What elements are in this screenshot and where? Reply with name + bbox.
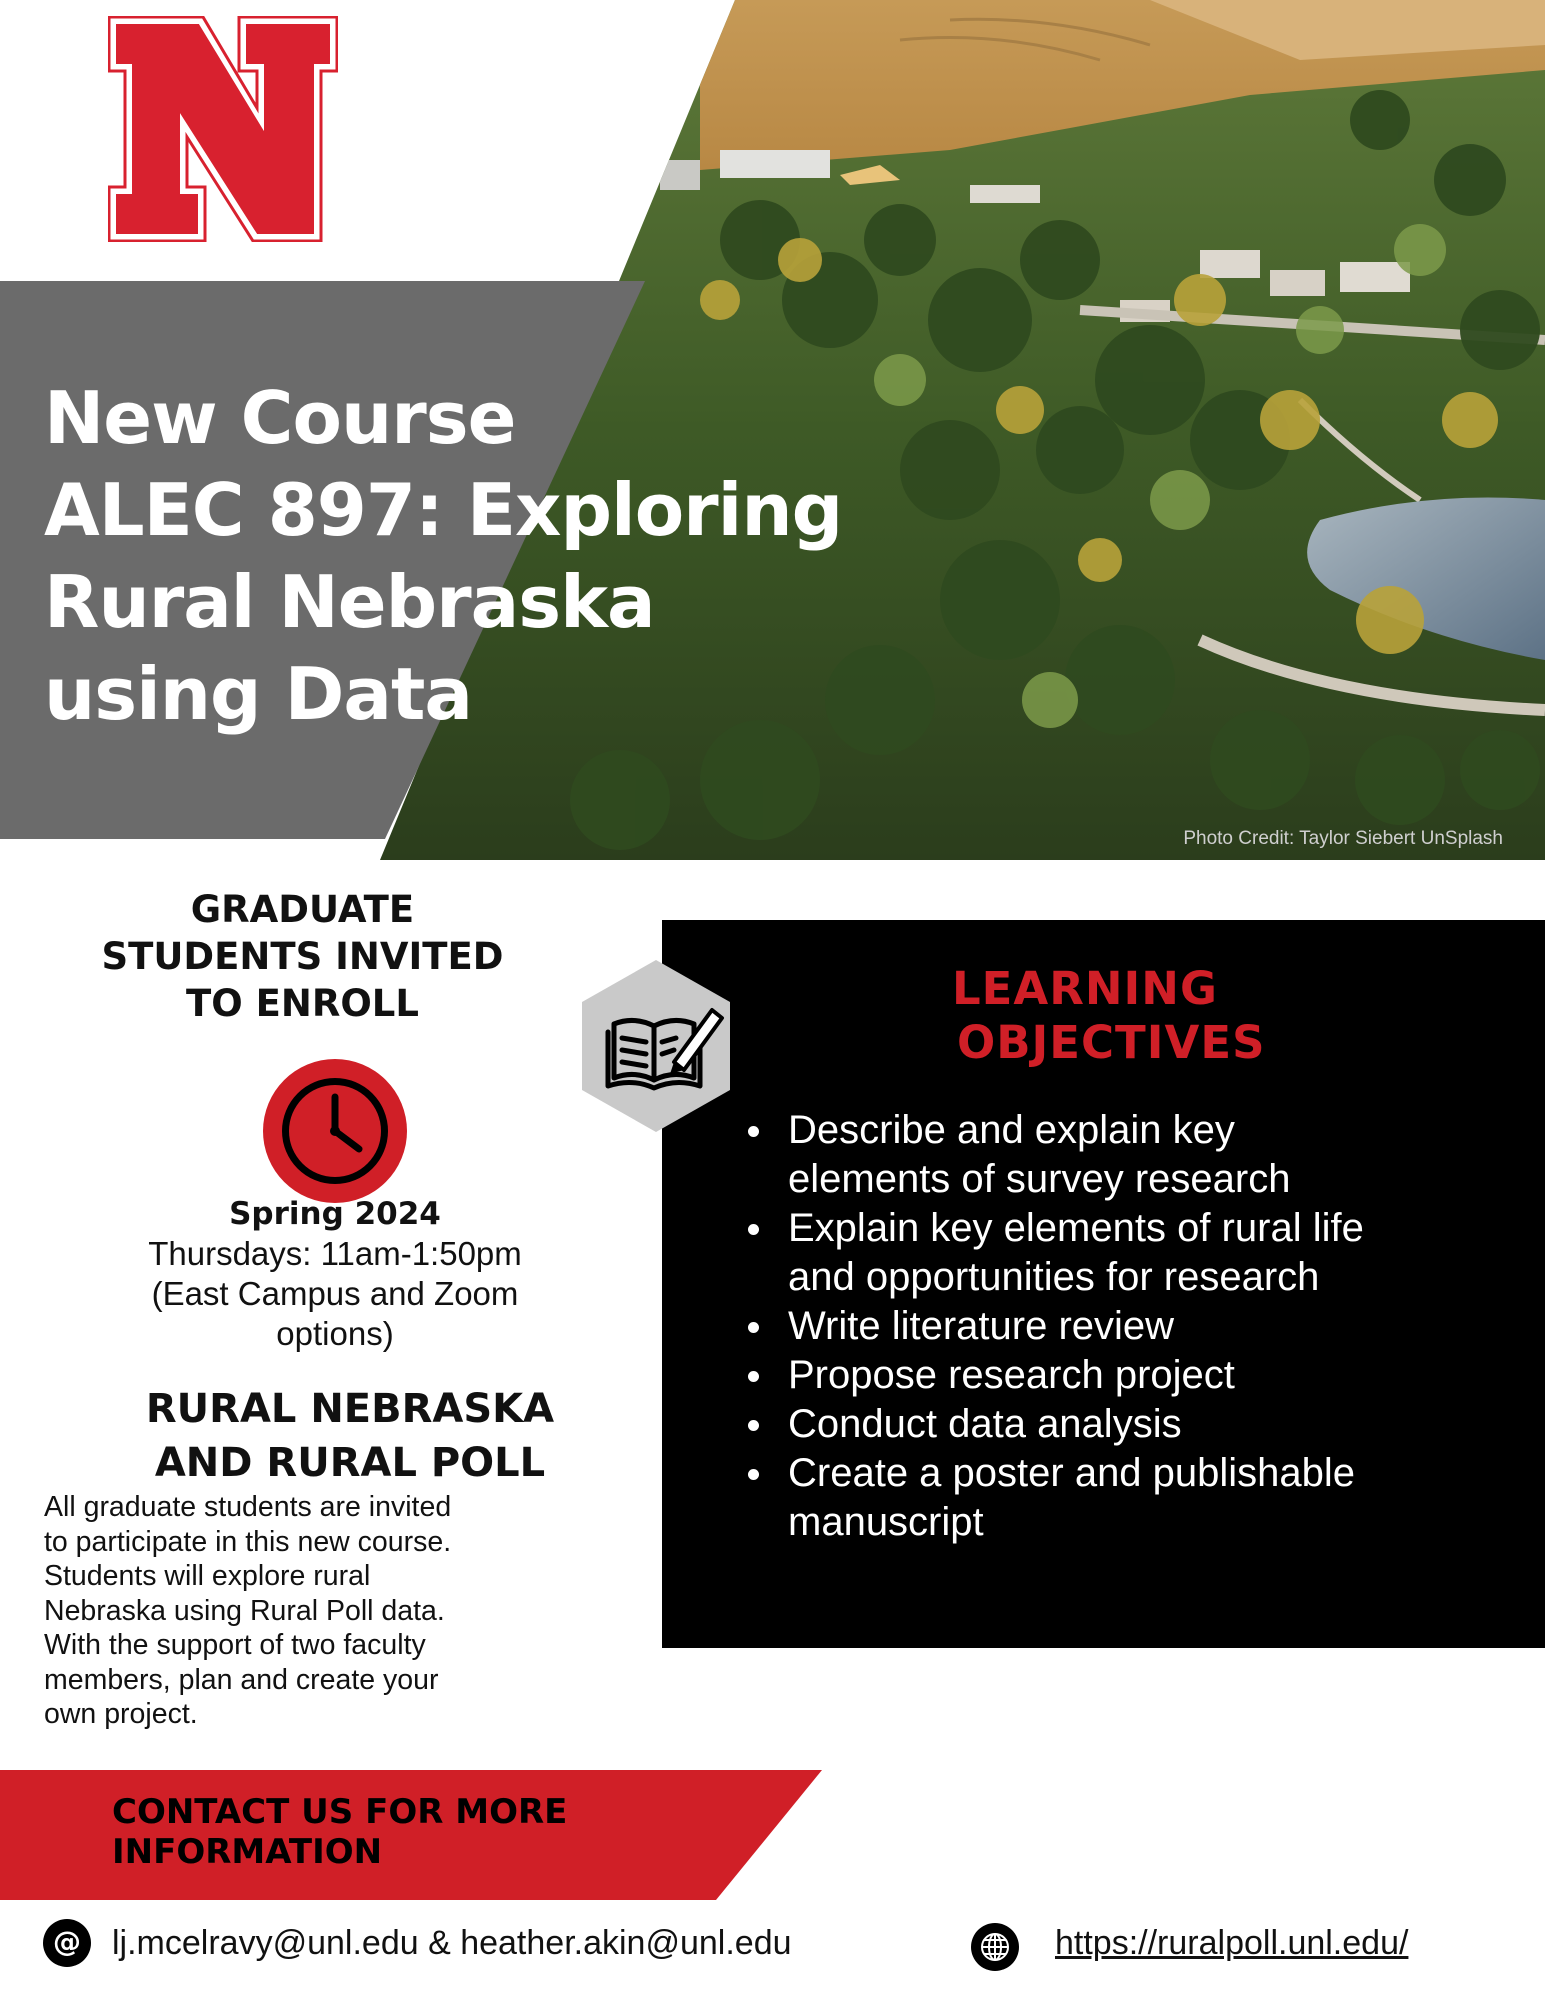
meeting-time: Thursdays: 11am-1:50pm xyxy=(148,1235,522,1272)
headline-line: New Course xyxy=(44,376,516,460)
objective-text: elements of survey research xyxy=(788,1157,1291,1201)
objective-text: Propose research project xyxy=(788,1353,1235,1397)
objective-item xyxy=(740,1449,1520,1547)
rural-poll-heading-line: AND RURAL POLL xyxy=(154,1440,546,1486)
description-line: Nebraska using Rural Poll data. xyxy=(44,1594,445,1627)
objective-text: manuscript xyxy=(788,1500,984,1544)
description-line: own project. xyxy=(44,1698,198,1730)
rural-poll-description xyxy=(44,1490,604,1732)
website-link[interactable]: https://ruralpoll.unl.edu/ xyxy=(1055,1924,1409,1962)
objective-text: Write literature review xyxy=(788,1304,1175,1348)
contact-emails[interactable]: lj.mcelravy@unl.edu & heather.akin@unl.edu xyxy=(112,1924,792,1962)
objective-text: Create a poster and publishable xyxy=(788,1451,1356,1495)
location-line: (East Campus and Zoom xyxy=(151,1275,519,1312)
learning-objectives-heading xyxy=(0,962,1545,1070)
contact-heading xyxy=(112,1792,752,1872)
course-headline xyxy=(44,372,944,740)
objective-text: Explain key elements of rural life xyxy=(788,1206,1364,1250)
term-label: Spring 2024 xyxy=(229,1196,441,1232)
contact-heading-line: CONTACT US FOR MORE xyxy=(112,1792,568,1832)
location-line: options) xyxy=(276,1315,394,1352)
description-line: members, plan and create your xyxy=(44,1663,439,1696)
enroll-heading-line: TO ENROLL xyxy=(186,982,419,1025)
description-line: to participate in this new course. xyxy=(44,1525,452,1558)
headline-line: using Data xyxy=(44,652,473,736)
clock-icon xyxy=(261,1057,409,1205)
objectives-heading-line: OBJECTIVES xyxy=(957,1016,1266,1069)
svg-text:@: @ xyxy=(53,1925,81,1958)
photo-credit: Photo Credit: Taylor Siebert UnSplash xyxy=(1183,828,1503,849)
description-line: Students will explore rural xyxy=(44,1560,371,1592)
headline-line: ALEC 897: Exploring xyxy=(44,468,843,552)
enroll-heading-line: STUDENTS INVITED xyxy=(101,935,504,978)
objective-text: Describe and explain key xyxy=(788,1108,1235,1152)
contact-heading-line: INFORMATION xyxy=(112,1832,383,1872)
description-line: With the support of two faculty xyxy=(44,1629,426,1661)
schedule-info xyxy=(60,1194,610,1354)
globe-icon xyxy=(970,1922,1020,1972)
objective-item xyxy=(740,1400,1520,1449)
university-logo-n xyxy=(108,16,338,242)
objective-item xyxy=(740,1204,1520,1302)
rural-poll-heading-line: RURAL NEBRASKA xyxy=(145,1386,555,1432)
objective-item xyxy=(740,1351,1520,1400)
objective-text: Conduct data analysis xyxy=(788,1402,1182,1446)
objective-item xyxy=(740,1106,1520,1204)
enroll-heading-line: GRADUATE xyxy=(190,888,415,931)
at-sign-icon xyxy=(42,1918,92,1968)
objectives-list xyxy=(740,1106,1520,1547)
headline-line: Rural Nebraska xyxy=(44,560,655,644)
objective-item xyxy=(740,1302,1520,1351)
rural-poll-heading xyxy=(100,1382,600,1490)
description-line: All graduate students are invited xyxy=(44,1491,452,1523)
objective-text: and opportunities for research xyxy=(788,1255,1320,1299)
objectives-heading-line: LEARNING xyxy=(952,962,1218,1015)
